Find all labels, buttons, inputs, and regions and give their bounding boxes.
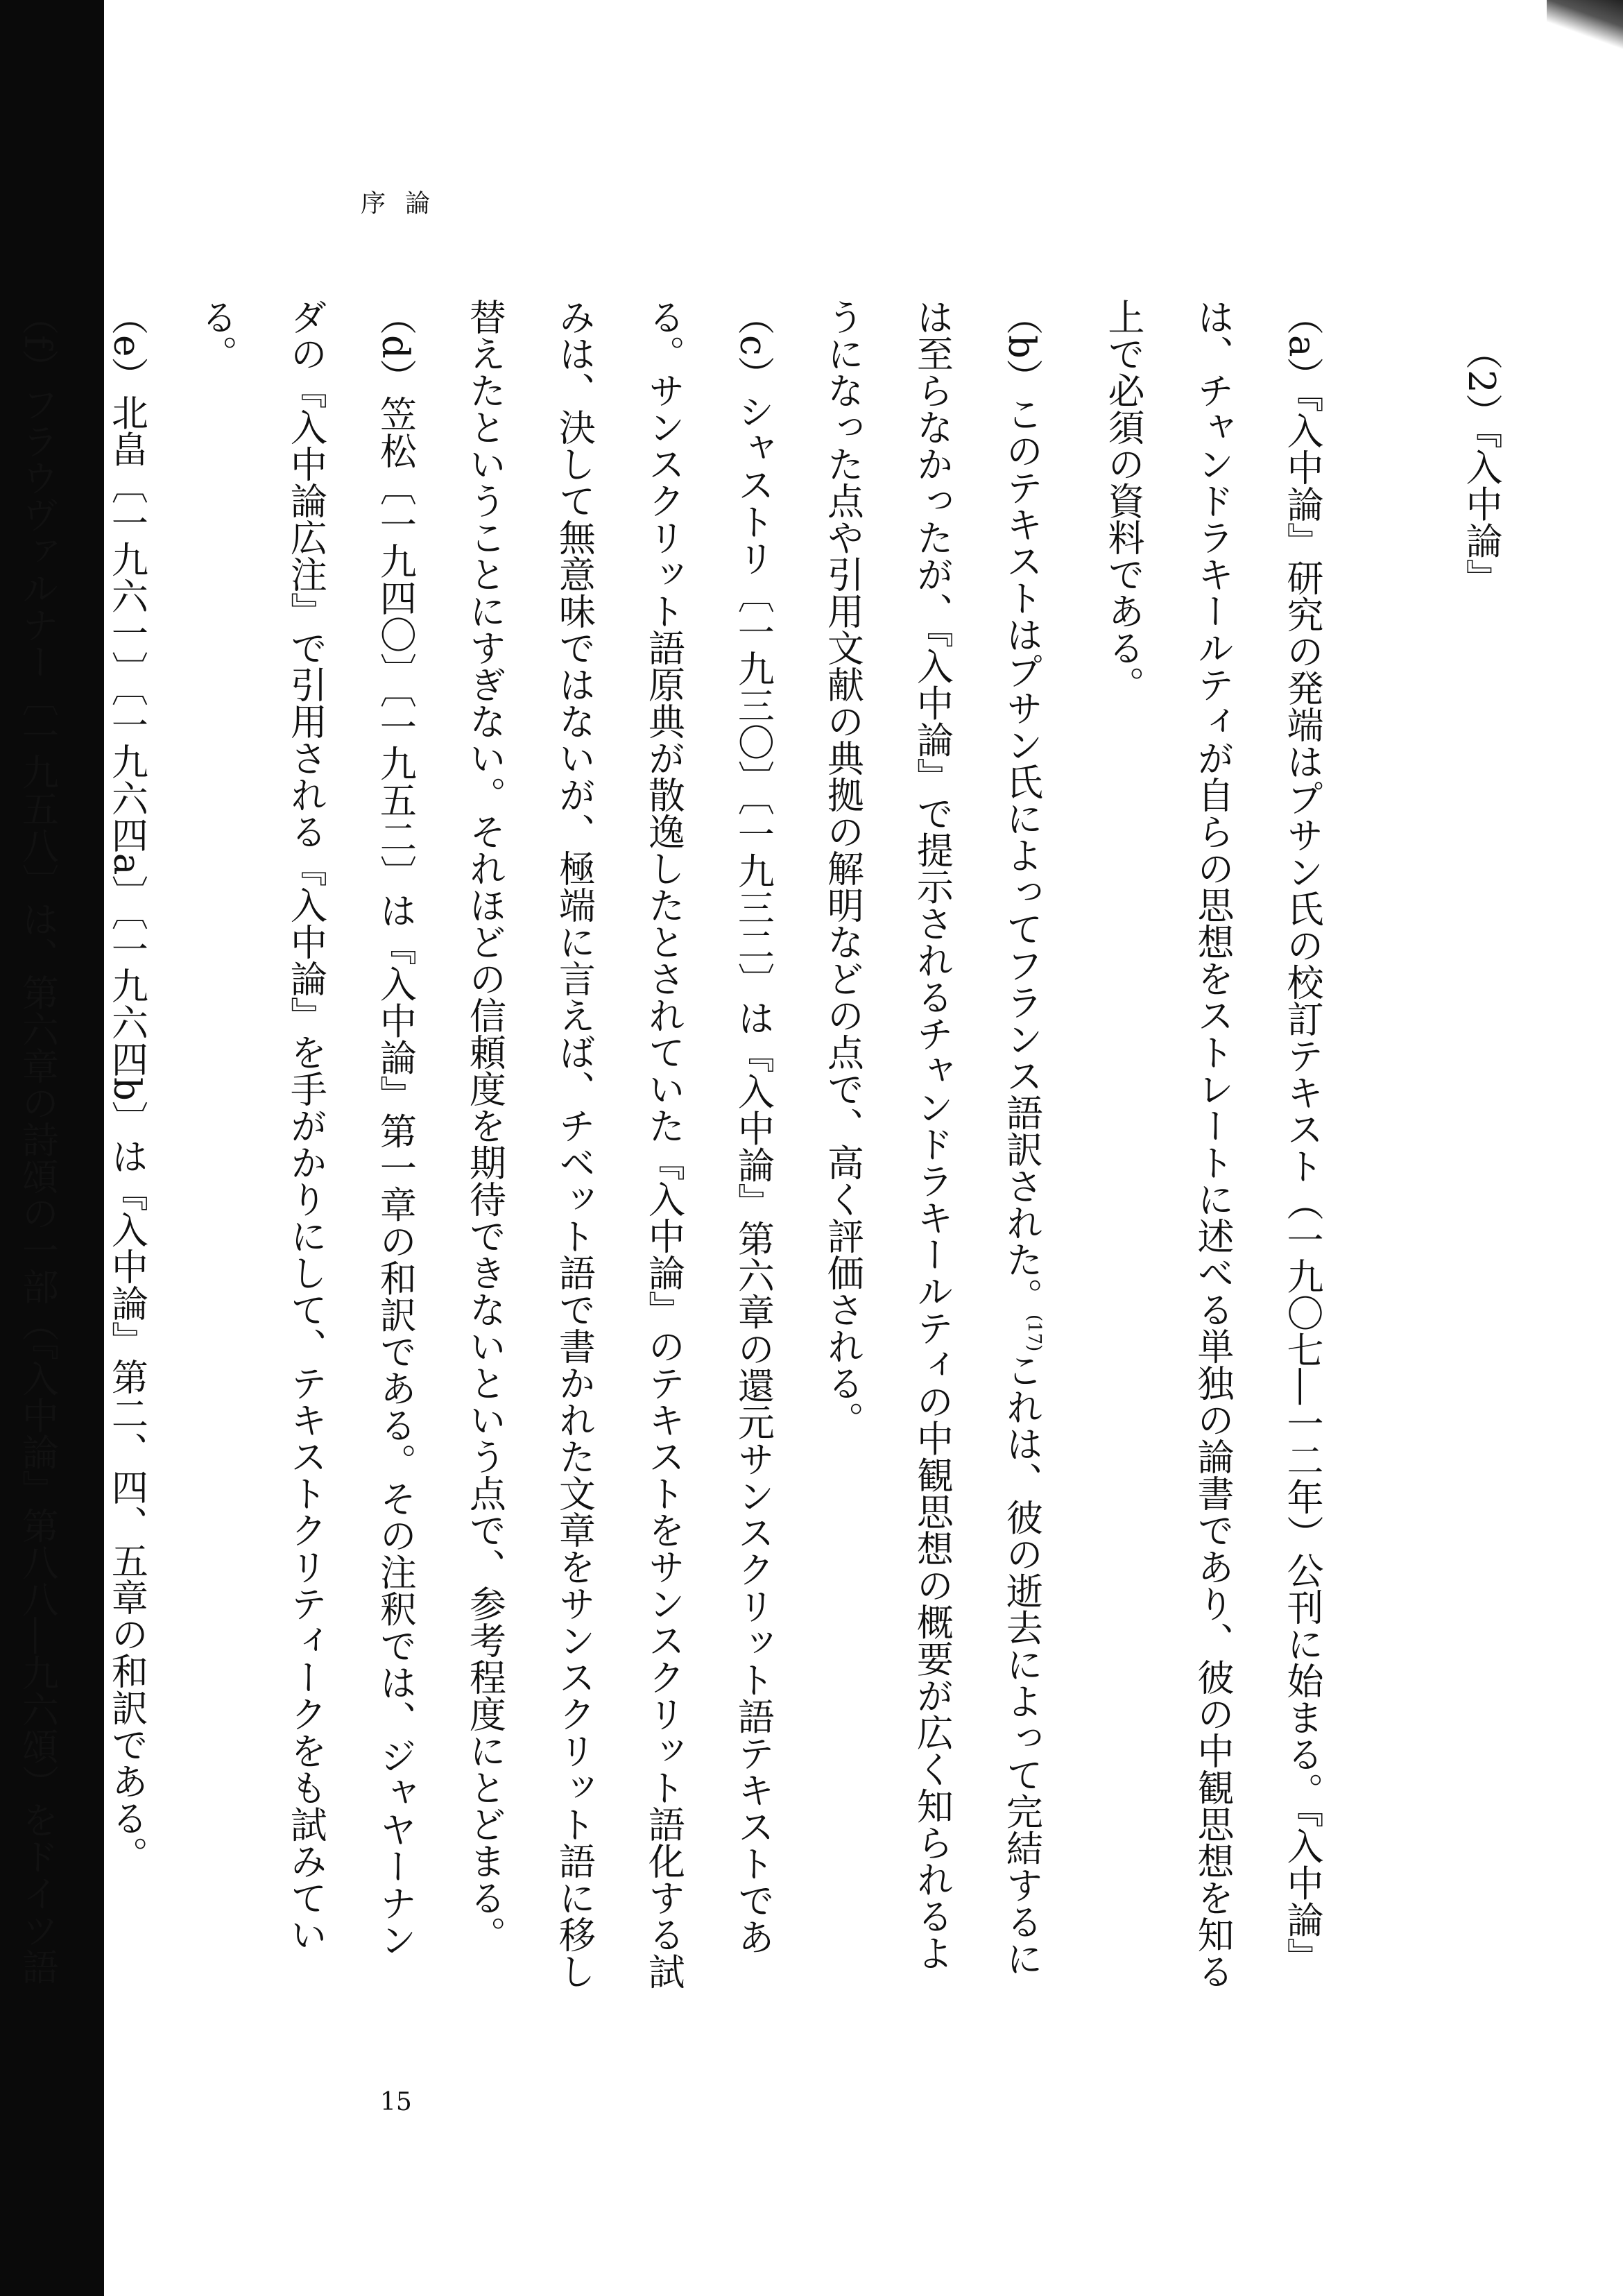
section-title: （2）『入中論』 bbox=[1460, 333, 1502, 596]
entry-f: （f）フラウヴァルナー〔一九五八〕は、第六章の詩頌の一部（『入中論』第八八―九六頌）をドイツ語 bbox=[16, 298, 59, 1985]
entry-e: （e）北畠〔一九六一〕〔一九六四a〕〔一九六四b〕は『入中論』第二、四、五章の和訳である。 bbox=[105, 298, 148, 1873]
running-head: 序論 bbox=[361, 189, 450, 218]
entry-d: （d）笠松〔一九四〇〕〔一九五二〕は『入中論』第一章の和訳である。その注釈では、ジャヤーナンダの『入中論広注』で引用される『入中論』を手がかりにして、テキストクリティークをも試みている。 bbox=[195, 298, 417, 1958]
page-number: 15 bbox=[380, 2088, 412, 2116]
entry-a: （a）『入中論』研究の発端はプサン氏の校訂テキスト（一九〇七―一二年）公刊に始まる。『入中論』は、チャンドラキールティが自らの思想をストレートに述べる単独の論書であり、彼の中観思想を知る上で必須の資料である。 bbox=[1102, 298, 1323, 1989]
scan-corner-shadow bbox=[1547, 0, 1623, 49]
entry-b bbox=[798, 298, 1079, 1991]
entry-b-text-before: （b）このテキストはプサン氏によってフランス語訳された。 bbox=[1000, 298, 1043, 1314]
vertical-text-body bbox=[16, 298, 1526, 1991]
entry-c: （c）シャストリ〔一九三〇〕〔一九三二〕は『入中論』第六章の還元サンスクリット語テキストである。サンスクリット語原典が散逸したとされていた『入中論』のテキストをサンスクリット語化する試みは、決して無意味ではないが、極端に言えば、チベット語で書かれた文章をサンスクリット語に移し替えたということにすぎない。それほどの信頼度を期待できないという点で、参考程度にとどまる。 bbox=[463, 298, 775, 1989]
footnote-ref-17: (17) bbox=[1024, 1314, 1045, 1352]
entry-b-text-after: これは、彼の逝去によって完結するには至らなかったが、『入中論』で提示されるチャンドラキールティの中観思想の概要が広く知られるようになった点や引用文献の典拠の解明などの点で、高く評価される。 bbox=[821, 298, 1043, 1977]
